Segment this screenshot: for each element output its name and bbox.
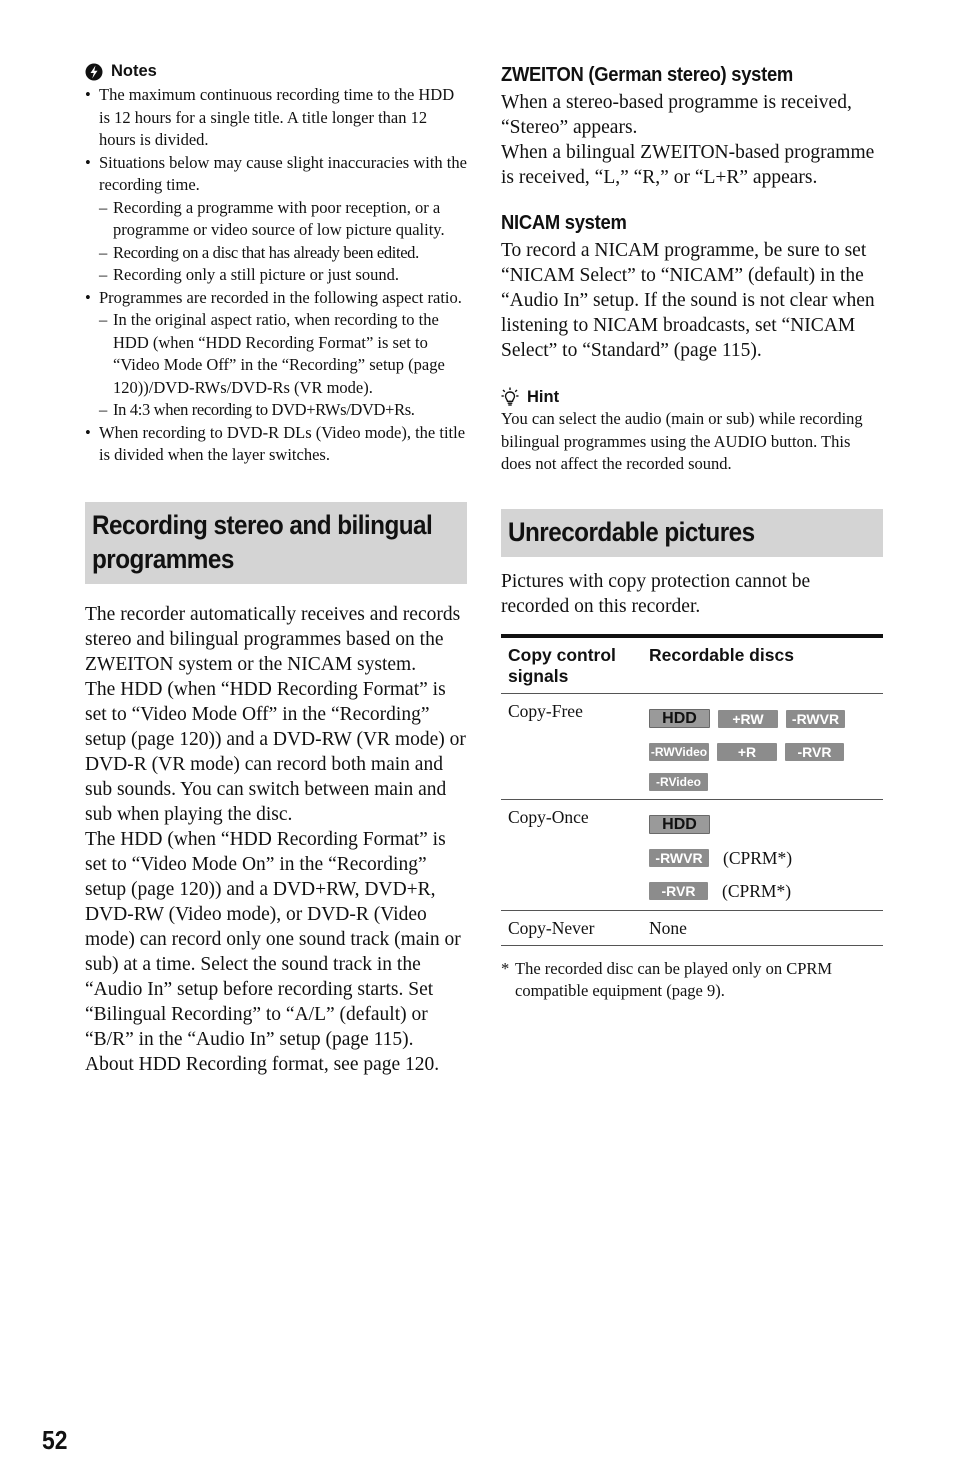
hdd-disc-icon: HDD — [649, 709, 710, 728]
notes-icon — [85, 63, 103, 81]
paragraph: When a stereo-based programme is received, “Stereo” appears. — [501, 92, 852, 138]
minus-r-vr-disc-icon: -RVR — [785, 743, 844, 761]
copy-control-table — [501, 634, 883, 946]
zweiton-heading: ZWEITON (German stereo) system — [501, 64, 793, 86]
footnote — [501, 958, 883, 1003]
discs-cell: None — [642, 910, 883, 945]
notes-list — [85, 84, 467, 467]
discs-cell — [642, 799, 883, 910]
sub-list — [99, 309, 467, 422]
stereo-section-heading — [85, 502, 467, 584]
section-title-line1: Recording stereo and bilingual — [92, 509, 433, 540]
sub-list — [99, 197, 467, 287]
discs-cell — [642, 693, 883, 799]
notes-heading — [85, 62, 467, 81]
minus-r-vr-disc-icon: -RVR — [649, 882, 708, 900]
section-title: Unrecordable pictures — [508, 516, 755, 547]
plus-r-disc-icon: +R — [717, 743, 777, 761]
column-header: Copy control signals — [501, 636, 642, 694]
hint-heading — [501, 387, 883, 407]
minus-r-video-disc-icon: -RVideo — [649, 773, 708, 791]
nicam-paragraph: To record a NICAM programme, be sure to set “NICAM Select” to “NICAM” (default) in the “Audio In” setup. If the sound is not clear when listening to NICAM broadcasts, set “NICAM Select” to “Standard” (page 115). — [501, 240, 875, 361]
table-row — [501, 910, 883, 945]
minus-rw-video-disc-icon: -RWVideo — [650, 744, 708, 759]
section-title-line2: programmes — [92, 543, 234, 574]
table-row — [501, 693, 883, 799]
minus-rw-vr-disc-icon: -RWVR — [786, 710, 845, 728]
list-item: • Situations below may cause slight inaccuracies with the recording time. – Recording a programme with poor reception, or a programme or video source of low picture quality. – Recording on a disc that has already been edited. – Recording only a still picture or just sound. — [85, 152, 467, 287]
unrecordable-section-heading — [501, 509, 883, 557]
unrecordable-intro: Pictures with copy protection cannot be recorded on this recorder. — [501, 570, 811, 617]
list-item: • Programmes are recorded in the following aspect ratio. – In the original aspect ratio, when recording to the HDD (when “HDD Recording Format” is set to “Video Mode Off” in the “Recording” setup (page 120))/DVD-RWs/DVD-Rs (VR mode). – In 4:3 when recording to DVD+RWs/DVD+Rs. — [85, 287, 467, 422]
hint-text: You can select the audio (main or sub) while recording bilingual programmes using the AUDIO button. This does not affect the recorded sound. — [501, 409, 863, 473]
cprm-note: (CPRM*) — [722, 880, 792, 901]
lightbulb-icon — [501, 387, 519, 407]
left-column — [85, 62, 467, 1077]
table-header-row — [501, 636, 883, 694]
list-item: – Recording a programme with poor reception, or a programme or video source of low picture quality. — [99, 197, 467, 242]
signal-cell: Copy-Never — [501, 910, 642, 945]
hdd-disc-icon: HDD — [649, 815, 710, 834]
minus-rw-vr-disc-icon: -RWVR — [649, 849, 709, 867]
list-item: – In 4:3 when recording to DVD+RWs/DVD+Rs. — [99, 399, 467, 422]
page-number: 52 — [42, 1425, 68, 1455]
footnote-text: The recorded disc can be played only on CPRM compatible equipment (page 9). — [515, 958, 833, 1000]
signal-cell: Copy-Once — [501, 799, 642, 910]
column-header: Recordable discs — [642, 636, 883, 694]
paragraph: The HDD (when “HDD Recording Format” is set to “Video Mode Off” in the “Recording” setup (page 120)) and a DVD-RW (VR mode) or DVD-R (VR mode) can record both main and sub sounds. You can switch between main and sub when playing the disc. — [85, 678, 466, 825]
list-item: – In the original aspect ratio, when recording to the HDD (when “HDD Recording Format” is set to “Video Mode Off” in the “Recording” setup (page 120))/DVD-RWs/DVD-Rs (VR mode). — [99, 309, 467, 399]
paragraph: About HDD Recording format, see page 120. — [85, 1053, 440, 1075]
table-row — [501, 799, 883, 910]
zweiton-body — [501, 90, 883, 190]
list-item: • The maximum continuous recording time to the HDD is 12 hours for a single title. A title longer than 12 hours is divided. — [85, 84, 467, 152]
signal-cell: Copy-Free — [501, 693, 642, 799]
list-item: – Recording on a disc that has already been edited. — [99, 242, 467, 265]
footnote-mark: * — [501, 958, 510, 978]
list-item: – Recording only a still picture or just sound. — [99, 264, 467, 287]
stereo-section-body — [85, 602, 467, 1077]
plus-rw-disc-icon: +RW — [718, 710, 778, 728]
hint-title: Hint — [527, 387, 560, 406]
paragraph: The HDD (when “HDD Recording Format” is set to “Video Mode On” in the “Recording” setup (page 120)) and a DVD+RW, DVD+R, DVD-RW (Video mode), or DVD-R (Video mode) can record only one sound track (main or sub) at a time. Select the sound track in the “Audio In” setup before recording starts. Set “Bilingual Recording” to “A/L” (default) or “B/R” in the “Audio In” setup (page 115). — [85, 828, 461, 1050]
notes-title: Notes — [111, 62, 157, 80]
paragraph: When a bilingual ZWEITON-based programme is received, “L,” “R,” or “L+R” appears. — [501, 142, 875, 188]
right-column — [501, 62, 883, 1003]
paragraph: The recorder automatically receives and records stereo and bilingual programmes based on the ZWEITON system or the NICAM system. — [85, 603, 461, 675]
nicam-heading: NICAM system — [501, 212, 627, 234]
list-item: • When recording to DVD-R DLs (Video mode), the title is divided when the layer switches. — [85, 422, 467, 467]
cprm-note: (CPRM*) — [723, 847, 793, 868]
